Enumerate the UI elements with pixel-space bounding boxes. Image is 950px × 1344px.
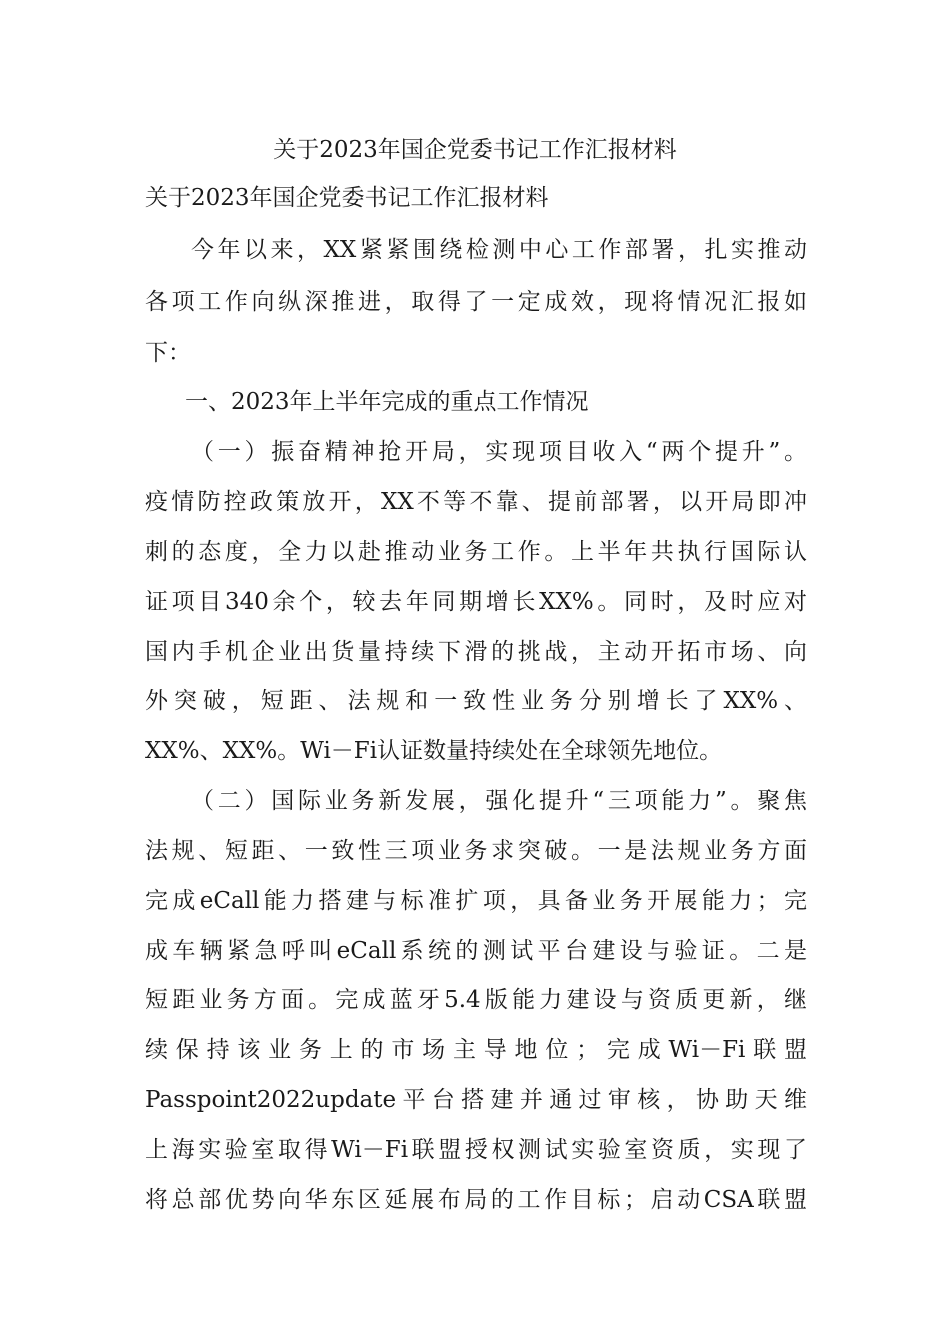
body-line: 疫情防控政策放开，XX不等不靠、提前部署，以开局即冲: [145, 489, 807, 515]
body-line: 完成eCall能力搭建与标准扩项，具备业务开展能力；完: [145, 888, 807, 914]
body-line: 证项目340余个，较去年同期增长XX%。同时，及时应对: [145, 589, 807, 615]
body-line: 下：: [145, 340, 191, 366]
body-line: 外突破，短距、法规和一致性业务分别增长了XX%、: [145, 688, 807, 714]
body-line: 上海实验室取得Wi－Fi联盟授权测试实验室资质，实现了: [145, 1137, 807, 1163]
body-line: 成车辆紧急呼叫eCall系统的测试平台建设与验证。二是: [145, 938, 807, 964]
body-line-heading: 关于2023年国企党委书记工作汇报材料: [145, 185, 549, 211]
document-title: 关于2023年国企党委书记工作汇报材料: [273, 137, 677, 163]
body-line: 国内手机企业出货量持续下滑的挑战，主动开拓市场、向: [145, 639, 807, 665]
section-heading: 一、2023年上半年完成的重点工作情况: [185, 389, 589, 415]
body-line: 将总部优势向华东区延展布局的工作目标；启动CSA联盟: [145, 1187, 807, 1213]
body-line: 续保持该业务上的市场主导地位；完成Wi－Fi联盟: [145, 1037, 807, 1063]
body-line: Passpoint2022update平台搭建并通过审核，协助天维: [145, 1087, 807, 1113]
body-line: 今年以来，XX紧紧围绕检测中心工作部署，扎实推动: [191, 237, 807, 263]
subsection-heading: （二）国际业务新发展，强化提升“三项能力”。聚焦: [191, 788, 807, 814]
body-line: 短距业务方面。完成蓝牙5.4版能力建设与资质更新，继: [145, 987, 807, 1013]
body-line: XX%、XX%。Wi－Fi认证数量持续处在全球领先地位。: [145, 738, 723, 764]
body-line: 刺的态度，全力以赴推动业务工作。上半年共执行国际认: [145, 539, 807, 565]
body-line: 各项工作向纵深推进，取得了一定成效，现将情况汇报如: [145, 289, 807, 315]
body-line: 法规、短距、一致性三项业务求突破。一是法规业务方面: [145, 838, 807, 864]
subsection-heading: （一）振奋精神抢开局，实现项目收入“两个提升”。: [191, 439, 807, 465]
